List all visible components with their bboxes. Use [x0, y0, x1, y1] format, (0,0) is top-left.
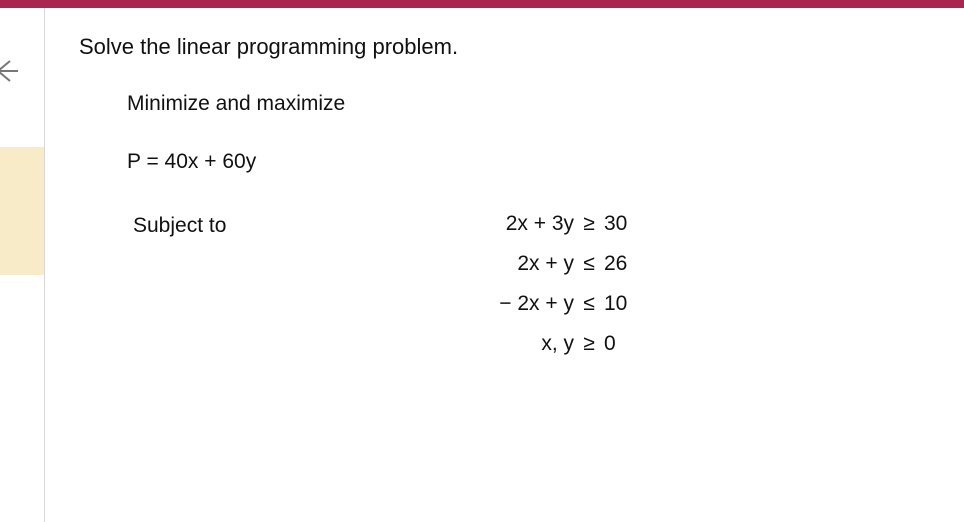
rail-highlight: [0, 147, 44, 275]
constraint-row: [420, 212, 628, 252]
constraint-rhs: 0: [604, 332, 616, 355]
top-accent-bar: [0, 0, 964, 8]
constraint-operator: ≤: [583, 252, 595, 275]
constraint-lhs: x, y: [541, 332, 574, 355]
constraint-row: [420, 252, 628, 292]
constraint-row: [420, 292, 628, 332]
constraint-lhs: − 2x + y: [499, 292, 574, 315]
constraint-operator: ≤: [583, 292, 595, 315]
constraint-operator: ≥: [583, 332, 595, 355]
constraint-lhs: 2x + y: [517, 252, 574, 275]
back-arrow-icon[interactable]: [0, 56, 26, 86]
question-title: Solve the linear programming problem.: [79, 34, 459, 59]
objective-function: P = 40x + 60y: [127, 150, 257, 173]
constraint-row: [420, 332, 620, 372]
constraint-operator: ≥: [583, 212, 595, 235]
instruction-text: Minimize and maximize: [127, 92, 346, 115]
constraint-rhs: 10: [604, 292, 628, 315]
constraint-lhs: 2x + 3y: [505, 212, 574, 235]
constraint-rhs: 26: [604, 252, 628, 275]
subject-to-label: Subject to: [133, 214, 227, 237]
constraints-list: [420, 212, 628, 372]
constraint-rhs: 30: [604, 212, 628, 235]
